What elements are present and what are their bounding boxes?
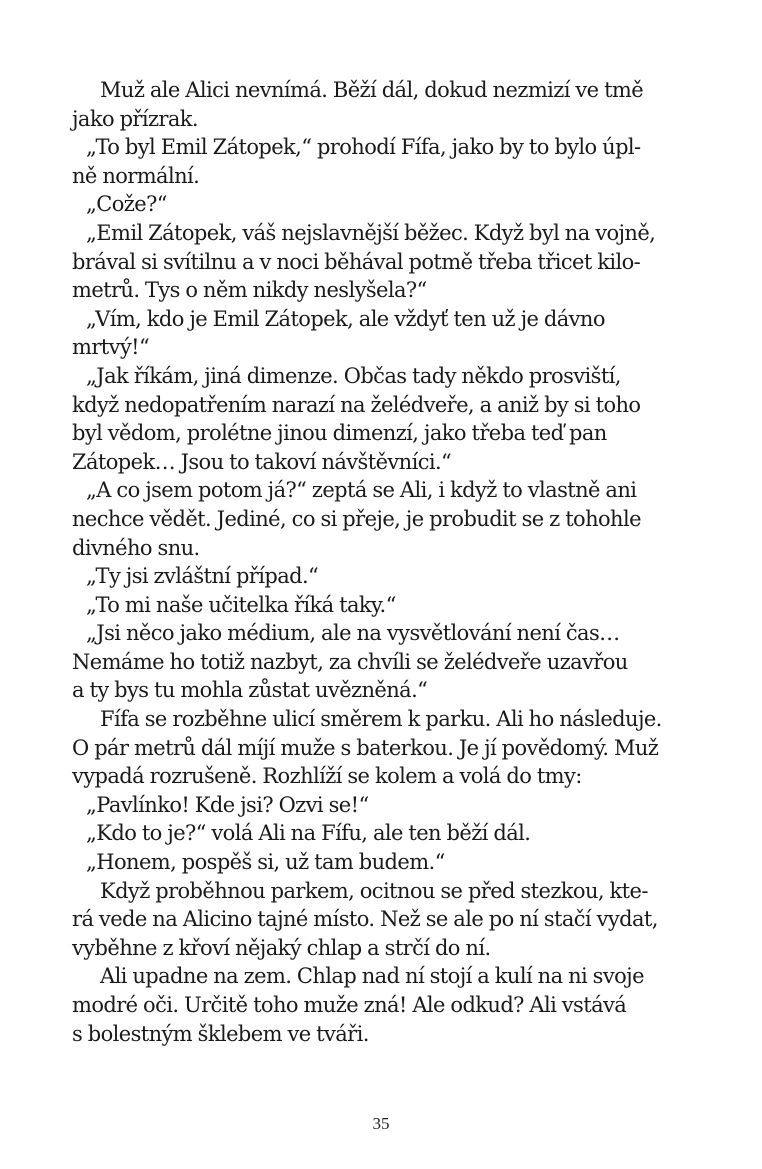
text-line: s bolestným šklebem ve tváři.	[72, 1021, 369, 1046]
text-line: jako přízrak.	[72, 106, 198, 131]
text-line: metrů. Tys o něm nikdy neslyšela?“	[72, 278, 427, 303]
text-line: O pár metrů dál míjí muže s baterkou. Je jí povědomý. Muž	[72, 735, 659, 760]
text-line: když nedopatřením narazí na želédveře, a aniž by si toho	[72, 392, 641, 417]
text-line: Když proběhnou parkem, ocitnou se před stezkou, kte-	[100, 878, 648, 903]
text-line: Ali upadne na zem. Chlap nad ní stojí a kulí na ni svoje	[100, 964, 644, 989]
text-line: „To mi naše učitelka říká taky.“	[86, 592, 396, 617]
text-line: „Jsi něco jako médium, ale na vysvětlování není čas…	[86, 621, 620, 646]
text-line: ně normální.	[72, 163, 200, 188]
text-line: mrtvý!“	[72, 335, 150, 360]
text-line: vypadá rozrušeně. Rozhlíží se kolem a volá do tmy:	[72, 764, 582, 789]
text-line: „A co jsem potom já?“ zeptá se Ali, i když to vlastně ani	[86, 478, 637, 503]
text-line: „Pavlínko! Kde jsi? Ozvi se!“	[86, 792, 369, 817]
text-line: divného snu.	[72, 535, 200, 560]
text-line: „Emil Zátopek, váš nejslavnější běžec. Když byl na vojně,	[86, 220, 656, 245]
body-text	[72, 76, 692, 1048]
text-line: vyběhne z křoví nějaký chlap a strčí do ní.	[72, 935, 491, 960]
text-line: „Honem, pospěš si, už tam budem.“	[86, 850, 445, 875]
text-line: rá vede na Alicino tajné místo. Než se ale po ní stačí vydat,	[72, 907, 658, 932]
text-line: „Cože?“	[86, 192, 167, 217]
text-line: „Ty jsi zvláštní případ.“	[86, 564, 319, 589]
text-line: „To byl Emil Zátopek,“ prohodí Fífa, jako by to bylo úpl-	[86, 135, 641, 160]
text-line: Zátopek… Jsou to takoví návštěvníci.“	[72, 449, 452, 474]
text-line: byl vědom, prolétne jinou dimenzí, jako třeba teď pan	[72, 421, 607, 446]
text-line: nechce vědět. Jediné, co si přeje, je probudit se z tohohle	[72, 506, 641, 531]
text-line: „Vím, kdo je Emil Zátopek, ale vždyť ten už je dávno	[86, 306, 605, 331]
text-line: brával si svítilnu a v noci běhával potmě třeba třicet kilo-	[72, 249, 641, 274]
text-line: Fífa se rozběhne ulicí směrem k parku. Ali ho následuje.	[100, 707, 662, 732]
page-number: 35	[372, 1114, 390, 1133]
text-line: modré oči. Určitě toho muže zná! Ale odkud? Ali vstává	[72, 993, 627, 1017]
text-line: a ty bys tu mohla zůstat uvězněná.“	[72, 678, 428, 703]
text-line: „Jak říkám, jiná dimenze. Občas tady někdo prosviští,	[86, 363, 621, 388]
text-line: Muž ale Alici nevnímá. Běží dál, dokud nezmizí ve tmě	[100, 78, 644, 102]
text-line: Nemáme ho totiž nazbyt, za chvíli se želédveře uzavřou	[72, 649, 628, 674]
text-line: „Kdo to je?“ volá Ali na Fífu, ale ten běží dál.	[86, 821, 531, 846]
